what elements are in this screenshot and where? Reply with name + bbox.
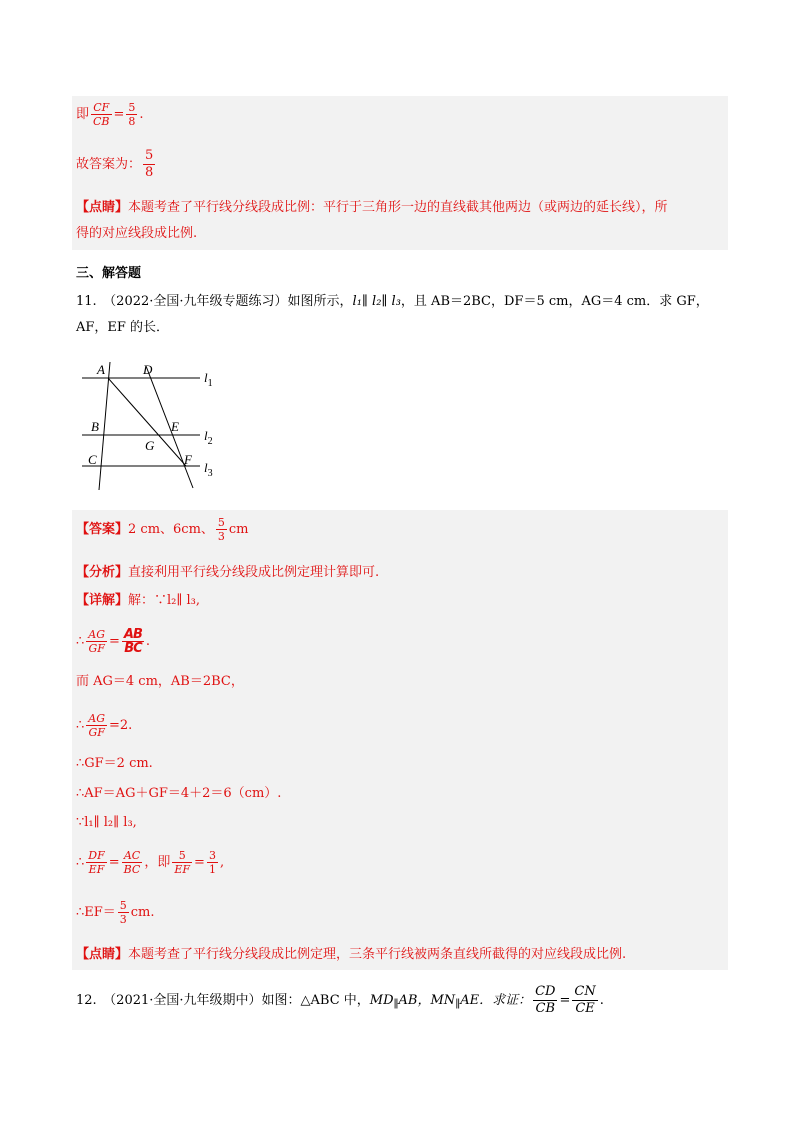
analysis-text: 直接利用平行线分线段成比例定理计算即可.	[128, 565, 380, 580]
q11-analysis-line	[76, 563, 379, 583]
q11-condition-rest: ，且 AB＝2BC，DF＝5 cm，AG＝4 cm．求 GF，	[400, 294, 709, 309]
label-b: B	[91, 419, 99, 434]
parallel-symbol: ∥	[393, 997, 399, 1011]
fraction-denominator: BC	[124, 641, 142, 656]
fraction-denominator: 1	[208, 863, 216, 876]
dianjing-tag: 【点睛】	[76, 200, 129, 215]
q11-step4: ∴GF＝2 cm.	[76, 756, 153, 771]
q11-step1	[76, 628, 150, 655]
segment-ab: AB，	[398, 993, 431, 1008]
q11-dianjing-line	[76, 945, 626, 965]
comma: ,	[219, 855, 225, 870]
namely-text: ，即	[144, 855, 171, 870]
fraction-numerator: CF	[91, 101, 112, 115]
five-ef-fraction	[172, 849, 192, 876]
cf-cb-fraction	[91, 101, 112, 128]
fraction-numerator: AG	[88, 712, 106, 725]
fraction-numerator: 5	[172, 849, 192, 863]
answer-fraction	[143, 148, 155, 181]
label-l3	[204, 460, 213, 479]
label-l1-letter: l	[204, 370, 208, 385]
fraction-numerator: 5	[217, 516, 225, 529]
label-f: F	[184, 452, 192, 467]
label-g: G	[145, 438, 155, 453]
label-a: A	[97, 362, 105, 377]
cd-cb-fraction	[533, 984, 557, 1017]
fraction-numerator: 3	[208, 849, 216, 862]
equals-two: =2.	[109, 718, 133, 733]
dianjing-tag: 【点睛】	[76, 947, 129, 962]
equals-sign: =	[113, 107, 125, 122]
therefore-symbol: ∴	[76, 855, 85, 870]
section-heading: 三、解答题	[76, 266, 142, 281]
prev-answer-line	[76, 148, 157, 181]
q12-prefix: 12. （2021·全国·九年级期中）如图：△ABC 中，	[76, 993, 370, 1008]
fraction-denominator: BC	[123, 863, 141, 876]
transversal-ac	[99, 362, 110, 490]
equals-sign: =	[194, 855, 205, 870]
three-one-fraction	[207, 849, 218, 876]
answer-text: 2 cm、6cm、	[128, 522, 214, 537]
fraction-numerator: 5	[119, 899, 127, 912]
fraction-denominator: 8	[128, 115, 136, 128]
q11-step2: 而 AG＝4 cm，AB＝2BC，	[76, 674, 244, 689]
q11-figure	[80, 358, 230, 498]
fraction-denominator: EF	[174, 863, 191, 876]
q11-prefix: 11. （2022·全国·九年级专题练习）如图所示，	[76, 294, 353, 309]
five-eighths-fraction	[126, 101, 137, 128]
ag-gf-fraction	[86, 712, 107, 739]
df-ef-fraction	[86, 849, 106, 876]
segment-ae: AE．求证：	[460, 993, 532, 1008]
q11-stem-line1	[76, 292, 709, 312]
fraction-denominator: CB	[93, 115, 110, 128]
answer-fraction	[216, 516, 227, 543]
answer-prefix: 故答案为：	[76, 157, 142, 172]
fraction-numerator: AG	[88, 628, 106, 641]
prev-dianjing-line1	[76, 198, 668, 218]
answer-unit: cm	[228, 522, 249, 537]
label-l2-letter: l	[204, 428, 208, 443]
label-l1	[204, 370, 213, 389]
period: .	[139, 107, 144, 122]
detail-text: 解：∵l₂∥ l₃,	[128, 593, 201, 608]
ef-equals: ∴EF＝	[76, 905, 116, 920]
label-l2	[204, 428, 213, 447]
fraction-denominator: CB	[535, 1001, 556, 1016]
detail-tag: 【详解】	[76, 593, 129, 608]
fraction-numerator: CN	[574, 984, 596, 999]
label-c: C	[88, 452, 97, 467]
period: .	[599, 993, 604, 1008]
fraction-denominator: CE	[575, 1001, 595, 1016]
fraction-denominator: 3	[119, 913, 127, 926]
analysis-tag: 【分析】	[76, 565, 129, 580]
ji-text: 即	[76, 107, 90, 122]
parallel-symbol: ∥	[455, 997, 461, 1011]
fraction-numerator: 5	[145, 148, 154, 163]
equals-sign: =	[108, 855, 120, 870]
answer-tag: 【答案】	[76, 522, 129, 537]
q11-step6: ∵l₁∥ l₂∥ l₃,	[76, 815, 137, 830]
ab-bc-fraction	[122, 628, 144, 655]
q11-step7	[76, 849, 224, 876]
q11-answer-line	[76, 516, 249, 543]
dianjing-text: 本题考查了平行线分线段成比例定理，三条平行线被两条直线所截得的对应线段成比例.	[128, 947, 627, 962]
fraction-numerator: AC	[122, 849, 143, 863]
ag-gf-fraction	[86, 628, 107, 655]
therefore-symbol: ∴	[76, 634, 85, 649]
equals-sign: =	[109, 634, 120, 649]
prev-ratio-line	[76, 101, 144, 128]
period: .	[145, 634, 151, 649]
five-thirds-fraction	[118, 899, 129, 926]
segment-mn: MN	[430, 993, 456, 1008]
fraction-numerator: CD	[535, 984, 556, 999]
transversal-df	[146, 366, 193, 488]
cn-ce-fraction	[572, 984, 597, 1017]
q11-step5: ∴AF＝AG＋GF＝4＋2＝6（cm）.	[76, 786, 282, 801]
q11-step8	[76, 899, 155, 926]
q11-parallel-condition: l₁∥ l₂∥ l₃	[352, 294, 401, 309]
label-e: E	[171, 419, 179, 434]
dianjing-text: 本题考查了平行线分线段成比例：平行于三角形一边的直线截其他两边（或两边的延长线），所	[128, 200, 668, 215]
therefore-symbol: ∴	[76, 718, 85, 733]
ac-bc-fraction	[122, 849, 143, 876]
label-l2-sub: 2	[207, 436, 213, 447]
fraction-denominator: EF	[88, 863, 105, 876]
fraction-denominator: 3	[217, 530, 225, 543]
q11-stem-line2: AF，EF 的长．	[76, 320, 170, 335]
label-l3-sub: 3	[207, 468, 213, 479]
fraction-denominator: GF	[88, 642, 105, 655]
q12-stem	[76, 984, 604, 1017]
equals-sign: =	[559, 993, 571, 1008]
segment-md: MD	[369, 993, 394, 1008]
fraction-denominator: GF	[88, 726, 105, 739]
fraction-denominator: 8	[145, 165, 154, 180]
unit-cm: cm.	[130, 905, 155, 920]
q11-detail-line	[76, 591, 200, 611]
prev-dianjing-line2	[76, 224, 197, 244]
dianjing-text-continued: 得的对应线段成比例.	[76, 226, 198, 241]
label-l3-letter: l	[204, 460, 208, 475]
q11-step3	[76, 712, 132, 739]
fraction-numerator: AB	[123, 627, 142, 642]
label-d: D	[143, 362, 153, 377]
label-l1-sub: 1	[207, 378, 213, 389]
fraction-numerator: 5	[128, 101, 136, 114]
fraction-numerator: DF	[88, 849, 105, 862]
